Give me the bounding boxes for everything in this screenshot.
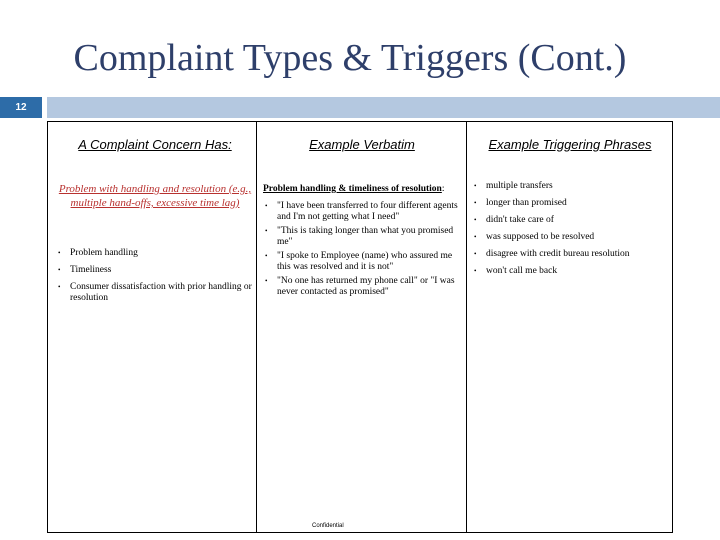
list-item: • Consumer dissatisfaction with prior handling or resolution (56, 282, 256, 304)
list-item: • "I have been transferred to four different agents and I'm not getting what I need" (263, 201, 468, 223)
list-item: • "I spoke to Employee (name) who assured me this was resolved and it is not" (263, 251, 468, 273)
header-band (47, 97, 720, 118)
list-item: • "No one has returned my phone call" or "I was never contacted as promised" (263, 276, 468, 298)
header-phrases: Example Triggering Phrases (488, 137, 652, 152)
slide-title: Complaint Types & Triggers (Cont.) (73, 37, 627, 79)
verbatim-list (263, 201, 468, 301)
verbatim-heading (263, 184, 463, 194)
footer-label: Confidential (312, 523, 344, 529)
list-item: • won't call me back (472, 266, 672, 277)
list-item: • longer than promised (472, 198, 672, 209)
header-verbatim: Example Verbatim (309, 137, 415, 152)
concern-heading: Problem with handling and resolution (e.g., multiple hand-offs, excessive time lag) (58, 183, 252, 209)
phrases-list (472, 181, 672, 283)
list-item: • multiple transfers (472, 181, 672, 192)
page-number: 12 (0, 97, 42, 118)
verbatim-heading-text: Problem handling & timeliness of resolution (263, 184, 442, 194)
column-divider-1 (256, 121, 257, 533)
list-item: • didn't take care of (472, 215, 672, 226)
list-item: • Timeliness (56, 265, 256, 276)
list-item: • Problem handling (56, 248, 256, 259)
list-item: • disagree with credit bureau resolution (472, 249, 672, 260)
concern-list (56, 248, 256, 310)
verbatim-heading-suffix: : (441, 184, 445, 194)
list-item: • was supposed to be resolved (472, 232, 672, 243)
list-item: • "This is taking longer than what you promised me" (263, 226, 468, 248)
column-divider-2 (466, 121, 467, 533)
header-concern: A Complaint Concern Has: (78, 137, 232, 152)
